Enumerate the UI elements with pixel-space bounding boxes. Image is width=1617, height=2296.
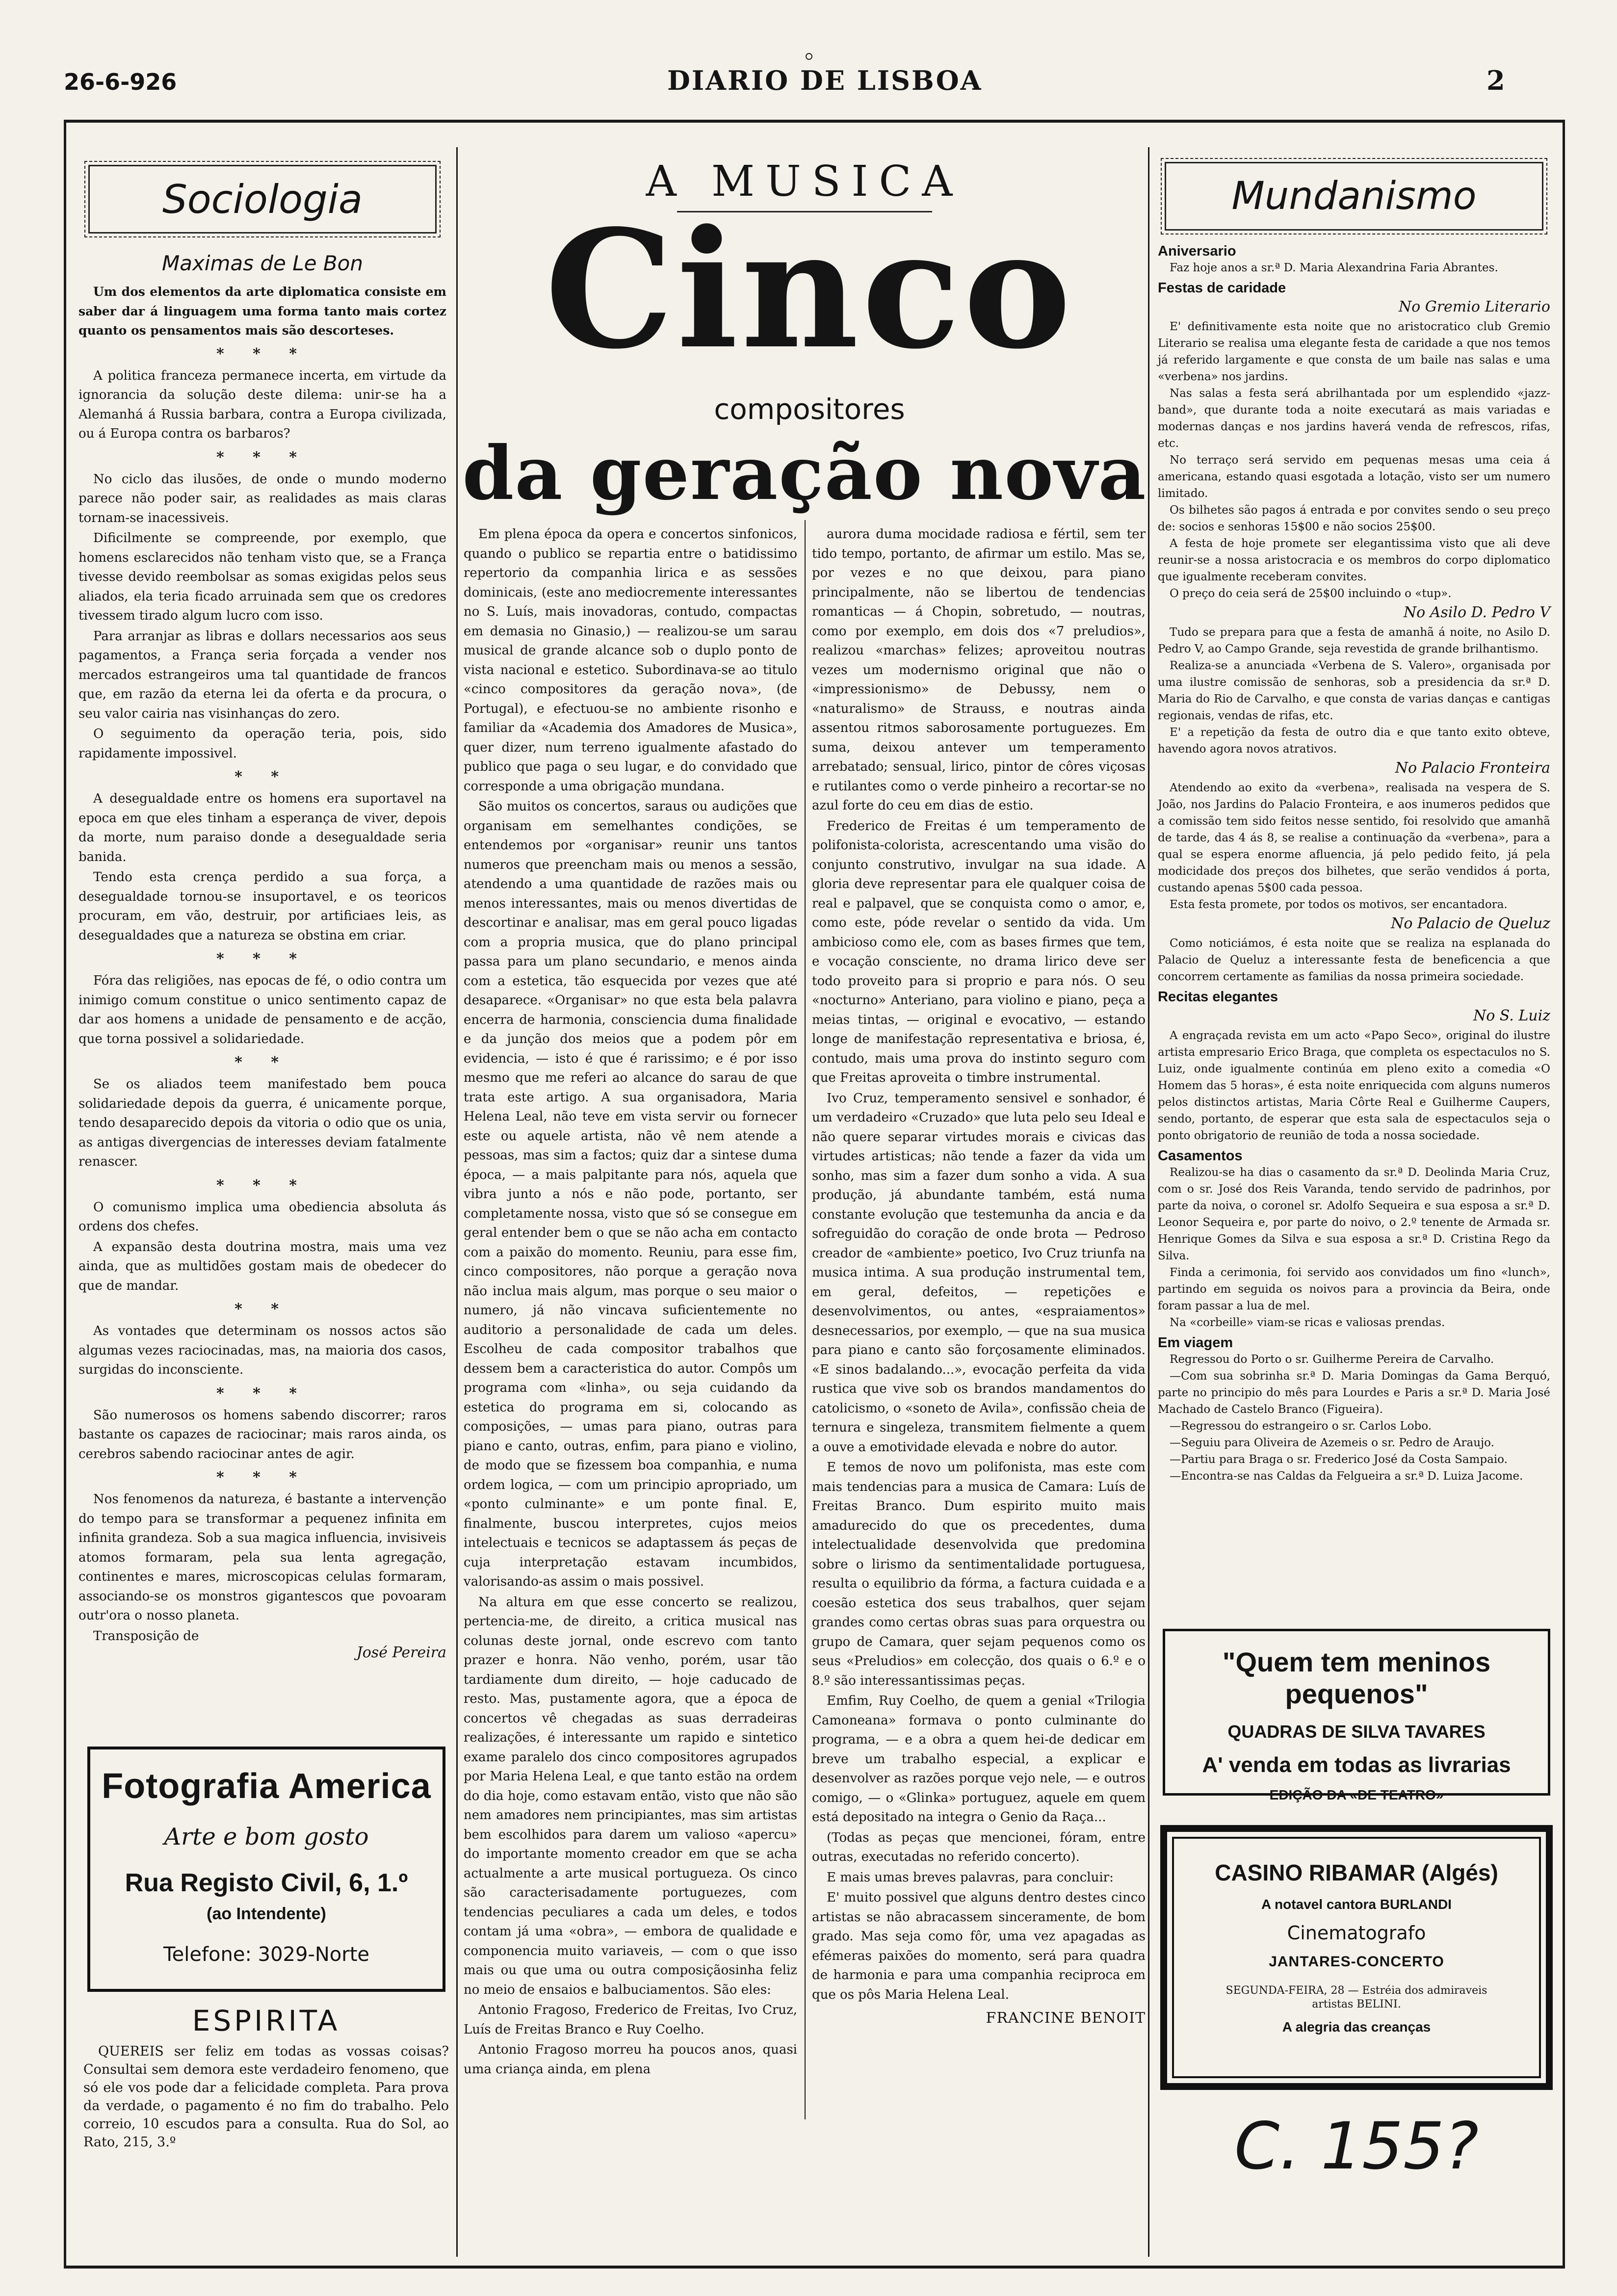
musica-paragraph: E mais umas breves palavras, para concluir:	[827, 1870, 1114, 1885]
maxim: Nos fenomenos da natureza, é bastante a intervenção do tempo para se transformar a pequenez infinita em infinita grandeza. Sob a sua magica influencia, invisiveis atomos formaram, pela sua lenta agregação, continentes e mares, microscopicas celulas formaram, associando-se os monstros gigantescos que povoaram outr'ora o nosso planeta.	[78, 1492, 446, 1623]
mundanismo-item: No terraço será servido em pequenas mesas uma ceia á americana, estando quasi esgotada a lotação, visto ser um numero limitado.	[1158, 454, 1550, 500]
mundanismo-item: Finda a cerimonia, foi servido aos convidados um fino «lunch», partindo em seguida os noivos para a provincia da Beira, onde foram passar a lua de mel.	[1158, 1266, 1550, 1312]
maxim: Se os aliados teem manifestado bem pouca solidariedade depois da guerra, é unicamente porque, tendo desaparecido depois da vitoria o odio que os unia, as antigas divergencias de interesses deviam fatalmente renascer.	[78, 1077, 446, 1169]
subsection-head: No S. Luiz	[1473, 1007, 1550, 1024]
musica-paragraph: Antonio Fragoso morreu ha poucos anos, quasi uma criança ainda, em plena	[464, 2042, 797, 2077]
ornament-dot	[806, 53, 812, 60]
col-divider-1	[456, 147, 458, 2257]
mundanismo-banner	[1165, 162, 1543, 231]
ad-casino-line3: JANTARES-CONCERTO	[1269, 1954, 1444, 1970]
sociologia-banner	[88, 165, 437, 234]
musica-paragraph: Ivo Cruz, temperamento sensivel e sonhador, é um verdadeiro «Cruzado» que luta pelo seu Ideal e não quere separar virtudes morais e civicas das virtudes artisticas; não tende a fazer da vida um sonho, mas sim a fazer dum sonho a vida. A sua produção, já abundante também, está numa constante evolução que testemunha da ancia e da sofreguidão do coração de onde brota — Pedroso creador de «ambiente» poetico, Ivo Cruz triunfa na musica intima. A sua produção instrumental tem, em geral, defeitos, — repetições e desenvolvimentos, ou antes, «espraiamentos» desnecessarios, por exemplo, — que na sua musica para piano e canto são forçosamente eliminados. «E sinos badalando...», evocação perfeita da vida rustica que vive sob os brandos mandamentos do catolicismo, o «soneto de Avila», confissão cheia de ternura e singeleza, transmitem fielmente a quem a ouve a emotividade elevada e nobre do autor.	[812, 1091, 1146, 1455]
subsection-head: No Palacio Fronteira	[1395, 759, 1550, 777]
page-number: 2	[1487, 65, 1505, 96]
separator-stars: * *	[235, 768, 290, 785]
ad-meninos-subtitle: QUADRAS DE SILVA TAVARES	[1227, 1722, 1486, 1742]
separator-stars: * *	[235, 1054, 290, 1071]
page-header	[0, 0, 1617, 128]
maxim: Tendo esta crença perdido a sua força, a desegualdade tornou-se insuportavel, e os teoricos procuram, em vão, destruir, por artificiaes leis, as desegualdades que a natureza se obstina em criar.	[78, 870, 446, 943]
musica-paragraph: E temos de novo um polifonista, mas este com mais tendencias para a musica de Camara: Luís de Freitas Branco. Dum espirito muito mais amadurecido do que os precedentes, duma intelectualidade desenvolvida que predomina sobre o lirismo da sentimentalidade portuguesa, resulta o equilibrio da fórma, a factura cuidada e a coesão estetica dos seus trabalhos, quer sejam grandes como certas obras suas para orquestra ou grupo de Camara, quer sejam pequenos como os seus «Preludios» em colecção, dos quais o 6.º e o 8.º são interessantissimas peças.	[812, 1460, 1146, 1688]
mundanismo-item: Atendendo ao exito da «verbena», realisada na vespera de S. João, nos Jardins do Palacio Fronteira, e aos inumeros pedidos que a comissão tem sido feitos nesse sentido, foi resolvido que amanhã de tarde, das 4 ás 8, se realise a continuação da «verbena», para a qual se espera enorme afluencia, já pelo pedido feito, já pela modicidade dos preços dos bilhetes, que serão vendidos á porta, custando apenas 5$00 cada pessoa.	[1158, 782, 1550, 894]
ad-fotografia-note: (ao Intendente)	[207, 1905, 326, 1923]
ad-fotografia-slogan: Arte e bom gosto	[164, 1823, 369, 1851]
separator-stars: * * *	[216, 1469, 309, 1486]
sociologia-column	[78, 157, 446, 1661]
maxim: O seguimento da operação teria, pois, sido rapidamente impossivel.	[78, 727, 446, 761]
ad-fotografia-america	[87, 1747, 445, 1992]
subsection-head: No Palacio de Queluz	[1391, 915, 1550, 932]
mundanismo-item: O preço do ceia será de 25$00 incluindo o «tup».	[1170, 587, 1452, 600]
ad-meninos-edition: EDIÇÃO DA «DE TEATRO»	[1269, 1787, 1444, 1802]
musica-paragraph: E' muito possivel que alguns dentro destes cinco artistas se não abracassem sinceramente, de bom grado. Mas seja como fôr, uma vez apagadas as efémeras paixões do momento, será para quadra de harmonia e para uma companhia reciproca em que os pôs Maria Helena Leal.	[812, 1890, 1146, 2002]
musica-paragraph: Em plena época da opera e concertos sinfonicos, quando o publico se repartia entre o batidissimo repertorio da companhia lirica e as sessões dominicais, (este ano mediocremente interessantes no S. Luís, mais inovadoras, contudo, compactas em demasia no Ginasio,) — realizou-se um sarau musical de grande alcance sob o duplo ponto de vista nacional e estetico. Subordinava-se ao titulo «cinco compositores da geração nova», (de Portugal), e efectuou-se no ambiente risonho e familiar da «Academia dos Amadores de Musica», quer dizer, num terreno igualmente afastado do publico que paga o seu lugar, e do convidado que corresponde a uma obrigação mundana.	[464, 527, 797, 794]
mundanismo-item: Como noticiámos, é esta noite que se realiza na esplanada do Palacio de Queluz a interessante festa de beneficencia a que concorrem certamente as familias da nossa primeira sociedade.	[1158, 937, 1550, 983]
mundanismo-item: —Encontra-se nas Caldas da Felgueira a sr.ª D. Luiza Jacome.	[1170, 1470, 1523, 1483]
section-head: Festas de caridade	[1158, 280, 1286, 296]
maxim: A desegualdade entre os homens era suportavel na epoca em que eles tinham a esperança de viver, depois da morte, num paraiso donde a desegualdade seria banida.	[78, 791, 446, 864]
maxim: Dificilmente se compreende, por exemplo, que homens esclarecidos não tenham visto que, se a França tivesse devido reembolsar as somas exigidas pelos seus aliados, ela teria ficado arruinada sem que os credores tivessem tirado algum lucro com isso.	[78, 531, 446, 623]
musica-paragraph: aurora duma mocidade radiosa e fértil, sem ter tido tempo, portanto, de afirmar um estilo. Mas se, por vezes e no que deixou, para piano principalmente, não se libertou de tendencias romanticas — á Chopin, sobretudo, — noutras, como por exemplo, em dois dos «7 preludios», realizou «marchas» felizes; aproveitou noutras vezes um modernismo original que não o «impressionismo» de Debussy, nem o «naturalismo» de Strauss, e noutras ainda assentou ritmos saborosamente portuguezes. Em suma, deixou antever um temperamento arrebatado; sensual, lirico, pintor de côres viçosas e rutilantes como o verde pinheiro a recortar-se no azul forte do ceu em dias de estio.	[812, 527, 1146, 813]
ad-meninos-title: "Quem tem meninos pequenos"	[1222, 1646, 1491, 1709]
left-frame	[64, 120, 66, 2269]
mundanismo-item: —Com sua sobrinha sr.ª D. Maria Domingas da Gama Berquó, parte no principio do mês para Lourdes e Paris a sr.ª D. Maria José Machado de Castelo Branco (Figueira).	[1158, 1370, 1550, 1416]
mundanismo-item: A engraçada revista em um acto «Papo Seco», original do ilustre artista empresario Erico Braga, que completa os espectaculos no S. Luiz, onde igualmente continúa em pleno exito a comedia «O Homem das 5 horas», é esta noite enriquecida com alguns numeros pelos distinctos artistas, Maria Côrte Real e Guilherme Caupers, sendo, portanto, de esperar que esta sala de espectaculos seja o ponto obrigatorio de reunião de toda a nossa sociedade.	[1158, 1029, 1550, 1142]
col-divider-2	[1148, 147, 1149, 2257]
musica-signature: FRANCINE BENOIT	[986, 2009, 1146, 2027]
sociologia-intro: Um dos elementos da arte diplomatica consiste em saber dar á linguagem uma forma tanto mais cortez quanto os pensamentos mais são descorteses.	[78, 285, 446, 338]
subsection-head: No Gremio Literario	[1398, 298, 1550, 315]
issue-date: 26-6-926	[64, 69, 177, 95]
mundanismo-item: Os bilhetes são pagos á entrada e por convites sendo o seu preço de: socios e senhoras 15$00 e não socios 25$00.	[1158, 504, 1550, 533]
mundanismo-item: Faz hoje anos a sr.ª D. Maria Alexandrina Faria Abrantes.	[1170, 261, 1498, 274]
mundanismo-title: Mundanismo	[1231, 174, 1477, 218]
ad-fotografia-address: Rua Registo Civil, 6, 1.º	[125, 1869, 408, 1897]
maxim: A expansão desta doutrina mostra, mais uma vez ainda, que as multidões gostam mais de obedecer do que de mandar.	[78, 1239, 446, 1293]
mundanismo-item: E' definitivamente esta noite que no aristocratico club Gremio Literario se realisa uma elegante festa de caridade a que nos temos já referido largamente e que consta de um baile nas salas e uma «verbena» nos jardins.	[1158, 320, 1550, 383]
separator-stars: * * *	[216, 1176, 309, 1194]
title-big: Cinco	[545, 194, 1074, 385]
mundanismo-item: —Regressou do estrangeiro o sr. Carlos Lobo.	[1170, 1420, 1432, 1433]
maxim: A politica franceza permanece incerta, em virtude da ignorancia da solução deste dilema: unir-se ha a Alemanhá á Russia barbara, contra a Europa civilizada, ou á Europa contra os barbaros?	[78, 368, 446, 441]
section-head: Casamentos	[1158, 1148, 1243, 1164]
ad-fotografia-title: Fotografia America	[102, 1767, 431, 1806]
right-frame	[1563, 120, 1565, 2269]
maxim: As vontades que determinam os nossos actos são algumas vezes raciocinadas, mas, na maioria dos casos, surgidas do inconsciente.	[78, 1324, 446, 1377]
mundanismo-item: —Seguiu para Oliveira de Azemeis o sr. Pedro de Araujo.	[1170, 1436, 1494, 1449]
ad-casino-title: CASINO RIBAMAR (Algés)	[1215, 1860, 1498, 1885]
mundanismo-item: Tudo se prepara para que a festa de amanhã á noite, no Asilo D. Pedro V, ao Campo Grande, seja revestida de grande brilhantismo.	[1158, 626, 1550, 655]
musica-paragraph: (Todas as peças que mencionei, fóram, entre outras, executadas no referido concerto).	[812, 1830, 1146, 1864]
bottom-rule	[64, 2266, 1565, 2269]
musica-col-1	[464, 525, 797, 2080]
separator-stars: * * *	[216, 1384, 309, 1402]
ad-meninos-sale: A' venda em todas as livrarias	[1202, 1753, 1511, 1777]
maxim: Para arranjar as libras e dollars necessarios aos seus pagamentos, a França seria forçada a vender nos mercados estrangeiros uma tal quantidade de francos que, em razão da eterna lei da oferta e da procura, o seu valor cairia nas visinhanças do zero.	[78, 628, 446, 721]
ad-casino-line1: A notavel cantora BURLANDI	[1261, 1897, 1452, 1912]
mundanismo-item: A festa de hoje promete ser elegantissima visto que ali deve reunir-se a nossa aristocracia e os membros do corpo diplomatico que igualmente receberam convites.	[1158, 537, 1550, 583]
musica-paragraph: Emfim, Ruy Coelho, de quem a genial «Trilogia Camoneana» formava o ponto culminante do programa, — e a obra a quem hei-de dedicar em breve um trabalho especial, a explicar e desenvolver as razões porque vejo nele, — e outros comigo, — o «Glinka» portuguez, aquele em quem está depositado na integra o Genio da Raça...	[812, 1694, 1146, 1825]
sociologia-author: José Pereira	[356, 1644, 446, 1661]
separator-stars: * *	[235, 1301, 290, 1318]
transposition-note: Transposição de	[93, 1628, 199, 1644]
mundanismo-column	[1158, 157, 1550, 1485]
mundanismo-item: Nas salas a festa será abrilhantada por um esplendido «jazz-band», que durante toda a noite executará as mais variadas e modernas danças e nos jardins haverá venda de refrescos, rifas, etc.	[1158, 387, 1550, 450]
top-rule	[64, 120, 1565, 123]
ad-espirita	[83, 2004, 449, 2152]
separator-stars: * * *	[216, 345, 309, 363]
ad-espirita-title: ESPIRITA	[192, 2004, 340, 2037]
musica-paragraph: Antonio Fragoso, Frederico de Freitas, Ivo Cruz, Luís de Freitas Branco e Ruy Coelho.	[464, 2003, 797, 2037]
sociologia-title: Sociologia	[162, 176, 363, 222]
ad-casino-line5: A alegria das creanças	[1282, 2019, 1431, 2035]
ad-casino-ribamar	[1160, 1825, 1553, 2090]
separator-stars: * * *	[216, 448, 309, 466]
sociologia-subtitle: Maximas de Le Bon	[162, 251, 363, 275]
musica-paragraph: Frederico de Freitas é um temperamento de polifonista-colorista, acrescentando uma visão do conjunto construtivo, invulgar na sua idade. A gloria deve representar para ele qualquer coisa de real e palpavel, que se conquista como o amor, e, como este, póde revelar o sentido da vida. Um ambicioso como ele, com as bases firmes que tem, e vocação consciente, no drama lirico deve ser todo proveito para si proprio e para nós. O seu «nocturno» Anteriano, para violino e piano, peça a meias tintas, — original e evocativo, — estando longe de manifestação representativa e briosa, é, contudo, mais uma prova do instinto seguro com que Freitas aproveita o timbre instrumental.	[812, 818, 1146, 1085]
section-head: Recitas elegantes	[1158, 989, 1278, 1005]
masthead: DIARIO DE LISBOA	[667, 65, 983, 96]
section-head: Aniversario	[1158, 243, 1236, 259]
musica-col-divider	[805, 520, 806, 2119]
ad-espirita-text: QUEREIS ser feliz em todas as vossas coisas? Consultai sem demora este verdadeiro fenomeno, que só ele vos pode dar a felicidade completa. Para prova da verdade, o pagamento é no fim do trabalho. Pelo correio, 10 escudos para a consulta. Rua do Sol, ao Rato, 215, 3.º	[83, 2044, 449, 2150]
mundanismo-item: Regressou do Porto o sr. Guilherme Pereira de Carvalho.	[1170, 1353, 1494, 1366]
ad-fotografia-phone: Telefone: 3029-Norte	[163, 1943, 370, 1966]
ad-meninos	[1163, 1629, 1550, 1802]
musica-paragraph: Na altura em que esse concerto se realizou, pertencia-me, de direito, a critica musical nas colunas deste jornal, onde escrevo com tanto prazer e honra. Não venho, porém, usar tão tardiamente dum direito, — hoje caducado de resto. Mas, pustamente agora, que a época de concertos vê chegadas as suas derradeiras realizações, é interessante um rapido e sintetico exame paralelo dos cinco compositores agrupados por Maria Helena Leal, e que tanto estão na ordem do dia hoje, como estavam então, visto que não são nem amadores nem principiantes, mas sim artistas bem escolhidos para darem um valioso «apercu» do importante momento creador em que se acha actualmente a arte musical portugueza. Os cinco são caracterisadamente portuguezes, com tendencias peculiares a cada um deles, e todos contam já uma «obra», — embora de qualidade e componencia muito variaveis, — com o que isso mais ou que uma ou outra composiçãosinha feliz no meio de ensaios e balbuciamentos. São eles:	[464, 1594, 797, 1997]
mundanismo-item: Esta festa promete, por todos os motivos, ser encantadora.	[1170, 898, 1508, 911]
maxim: Fóra das religiões, nas epocas de fé, o odio contra um inimigo comum constitue o unico sentimento capaz de dar aos homens a unidade de pensamento e de acção, que torna possivel a solidariedade.	[78, 973, 446, 1046]
mundanismo-item: Realizou-se ha dias o casamento da sr.ª D. Deolinda Maria Cruz, com o sr. José dos Reis Varanda, tendo servido de padrinhos, por parte da noiva, o coronel sr. Adolfo Sequeira e sua esposa a sr.ª D. Leonor Sequeira e, por parte do noivo, o 2.º tenente de Armada sr. Henrique Gomes da Silva e sua esposa a sr.ª D. Cristina Rego da Silva.	[1158, 1166, 1550, 1262]
musica-paragraph: São muitos os concertos, saraus ou audições que organisam em semelhantes condições, se entendemos por «organisar» reunir uns tantos numeros que preencham mais ou menos a sessão, atendendo a uma quantidade de razões mais ou menos interessantes, mais ou menos divertidas de descortinar e analisar, mas em geral pouco ligadas com a propria musica, que do plano principal passa para um plano secundario, e menos ainda com a estetica, tão esquecida por vezes que até desaparece. «Organisar» no que esta bela palavra encerra de harmonia, consciencia duma finalidade e da junção dos meios que a podem pôr em evidencia, — isto é que é rarissimo; e é por isso mesmo que me referi ao alcance do sarau de que trata este artigo. A sua organisadora, Maria Helena Leal, não teve em vista servir ou fornecer este ou aquele artista, não vê nem atende a pessoas, mas sim a factos; quiz dar a sintese duma época, — a mais palpitante para nós, aquela que vibra junto a nós e não pode, portanto, ser completamente nossa, visto que só se consegue em geral entender bem o que se não acha em contacto com a paixão do momento. Reuniu, para esse fim, cinco compositores, não porque a geração nova não inclua mais algum, mas porque o seu maior o numero, já não vincava suficientemente no auditorio a personalidade de cada um deles. Escolheu de cada compositor trabalhos que dessem bem a caracteristica do autor. Compôs um programa com «linha», ou seja cuidando da estetica do programa em si, colocando as composições, — umas para piano, outras para piano e canto, outras, enfim, para piano e violino, de modo que se fizessem boa companhia, e numa ordem logica, — com um principio apropriado, um «ponto culminante» e um ponte final. E, finalmente, buscou interpretes, cujos meios intelectuais e tecnicos se adaptassem ás peças de cuja interpretação estavam incumbidos, valorisando-as assim o mais possivel.	[464, 799, 797, 1589]
musica-kicker: A MUSICA	[646, 157, 964, 206]
mundanismo-item: —Partiu para Braga o sr. Frederico José da Costa Sampaio.	[1170, 1453, 1508, 1466]
section-head: Em viagem	[1158, 1335, 1233, 1351]
mundanismo-item: Na «corbeille» viam-se ricas e valiosas prendas.	[1170, 1316, 1445, 1329]
mundanismo-item: Realiza-se a anunciada «Verbena de S. Valero», organisada por uma ilustre comissão de senhoras, sob a presidencia da sr.ª D. Maria do Rio de Carvalho, e que consta de varias danças e cantigas regionais, vendas de rifas, etc.	[1158, 659, 1550, 722]
maxim: O comunismo implica uma obediencia absoluta ás ordens dos chefes.	[78, 1200, 446, 1234]
ad-c155: C. 155?	[1234, 2109, 1479, 2184]
title-mid: compositores	[714, 392, 905, 426]
mundanismo-item: E' a repetição da festa de outro dia e que tanto exito obteve, havendo agora novos atrativos.	[1158, 726, 1550, 756]
title-bottom: da geração nova	[462, 430, 1147, 517]
separator-stars: * * *	[216, 950, 309, 967]
ad-casino-line4: SEGUNDA-FEIRA, 28 — Estréia dos admiraveis artistas BELINI.	[1226, 1984, 1487, 2010]
ad-casino-line2: Cinematografo	[1287, 1922, 1426, 1944]
musica-col-2	[812, 525, 1146, 2027]
subsection-head: No Asilo D. Pedro V	[1403, 604, 1550, 621]
maxim: São numerosos os homens sabendo discorrer; raros bastante os capazes de raciocinar; mais raros ainda, os cerebros sabendo raciocinar antes de agir.	[78, 1408, 446, 1461]
maxim: No ciclo das ilusões, de onde o mundo moderno parece não poder sair, as realidades as mais claras tornam-se inacessiveis.	[78, 471, 446, 525]
